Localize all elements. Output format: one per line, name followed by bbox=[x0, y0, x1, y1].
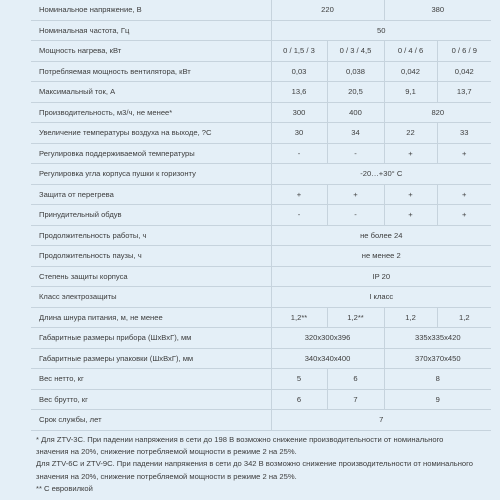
spec-value: - bbox=[327, 143, 384, 164]
spec-label: Увеличение температуры воздуха на выходе, ?С bbox=[31, 123, 271, 144]
spec-label: Защита от перегрева bbox=[31, 184, 271, 205]
spec-label: Габаритные размеры упаковки (ШхВхГ), мм bbox=[31, 348, 271, 369]
table-row bbox=[31, 20, 491, 41]
spec-value: 0 / 1,5 / 3 bbox=[271, 41, 327, 62]
spec-value: 1,2 bbox=[437, 307, 491, 328]
spec-label: Максимальный ток, А bbox=[31, 82, 271, 103]
table-row bbox=[31, 410, 491, 431]
spec-label: Длина шнура питания, м, не менее bbox=[31, 307, 271, 328]
spec-value: 320х300х396 bbox=[271, 328, 384, 349]
spec-value: 8 bbox=[384, 369, 491, 390]
spec-label: Вес брутто, кг bbox=[31, 389, 271, 410]
spec-value: 1,2** bbox=[327, 307, 384, 328]
spec-value: 400 bbox=[327, 102, 384, 123]
spec-label: Производительность, м3/ч, не менее* bbox=[31, 102, 271, 123]
spec-value: + bbox=[327, 184, 384, 205]
spec-value: 300 bbox=[271, 102, 327, 123]
footnote-line: * Для ZTV-3С. При падении напряжения в сети до 198 В возможно снижение производительности от номинального bbox=[36, 435, 444, 444]
spec-value: 9 bbox=[384, 389, 491, 410]
spec-value: 0,038 bbox=[327, 61, 384, 82]
table-row bbox=[31, 369, 491, 390]
table-row bbox=[31, 205, 491, 226]
table-row bbox=[31, 102, 491, 123]
spec-label: Номинальное напряжение, В bbox=[31, 0, 271, 20]
spec-label: Степень защиты корпуса bbox=[31, 266, 271, 287]
specifications-table-body bbox=[31, 0, 491, 430]
spec-label: Габаритные размеры прибора (ШхВхГ), мм bbox=[31, 328, 271, 349]
spec-value: 1,2** bbox=[271, 307, 327, 328]
spec-value: 33 bbox=[437, 123, 491, 144]
spec-value: не менее 2 bbox=[271, 246, 491, 267]
spec-value: 7 bbox=[327, 389, 384, 410]
spec-value: 0 / 3 / 4,5 bbox=[327, 41, 384, 62]
spec-value: 5 bbox=[271, 369, 327, 390]
spec-label: Продолжительность паузы, ч bbox=[31, 246, 271, 267]
spec-value: 20,5 bbox=[327, 82, 384, 103]
table-row bbox=[31, 307, 491, 328]
table-row bbox=[31, 328, 491, 349]
spec-value: + bbox=[384, 184, 437, 205]
spec-label: Мощность нагрева, кВт bbox=[31, 41, 271, 62]
specifications-table bbox=[31, 0, 491, 431]
spec-value: 22 bbox=[384, 123, 437, 144]
spec-value: 0 / 6 / 9 bbox=[437, 41, 491, 62]
spec-value: 380 bbox=[384, 0, 491, 20]
spec-value: 30 bbox=[271, 123, 327, 144]
table-row bbox=[31, 184, 491, 205]
spec-label: Срок службы, лет bbox=[31, 410, 271, 431]
table-row bbox=[31, 143, 491, 164]
spec-value: - bbox=[271, 143, 327, 164]
spec-value: + bbox=[437, 184, 491, 205]
table-row bbox=[31, 41, 491, 62]
spec-label: Принудительный обдув bbox=[31, 205, 271, 226]
spec-value: 0,042 bbox=[437, 61, 491, 82]
spec-value: -20…+30° С bbox=[271, 164, 491, 185]
spec-label: Номинальная частота, Гц bbox=[31, 20, 271, 41]
table-row bbox=[31, 389, 491, 410]
table-row bbox=[31, 164, 491, 185]
table-row bbox=[31, 0, 491, 20]
spec-value: + bbox=[437, 205, 491, 226]
spec-value: 820 bbox=[384, 102, 491, 123]
spec-value: 1,2 bbox=[384, 307, 437, 328]
spec-value: 0 / 4 / 6 bbox=[384, 41, 437, 62]
spec-value: 220 bbox=[271, 0, 384, 20]
table-row bbox=[31, 348, 491, 369]
spec-value: 7 bbox=[271, 410, 491, 431]
footnote-line: значения на 20%, снижение потребляемой мощности в режиме 2 на 25%. bbox=[36, 447, 297, 457]
spec-value: не более 24 bbox=[271, 225, 491, 246]
spec-value: + bbox=[384, 205, 437, 226]
spec-value: 50 bbox=[271, 20, 491, 41]
spec-label: Потребляемая мощность вентилятора, кВт bbox=[31, 61, 271, 82]
table-row bbox=[31, 82, 491, 103]
spec-value: 13,6 bbox=[271, 82, 327, 103]
spec-label: Регулировка поддерживаемой температуры bbox=[31, 143, 271, 164]
table-row bbox=[31, 61, 491, 82]
spec-value: 6 bbox=[271, 389, 327, 410]
spec-value: 370х370х450 bbox=[384, 348, 491, 369]
spec-value: 0,042 bbox=[384, 61, 437, 82]
footnotes bbox=[36, 434, 491, 495]
spec-label: Вес нетто, кг bbox=[31, 369, 271, 390]
spec-value: - bbox=[327, 205, 384, 226]
spec-value: 6 bbox=[327, 369, 384, 390]
spec-value: IP 20 bbox=[271, 266, 491, 287]
spec-value: 9,1 bbox=[384, 82, 437, 103]
table-row bbox=[31, 266, 491, 287]
footnote-line: Для ZTV-6С и ZTV-9С. При падении напряжения в сети до 342 В возможно снижение производительности от номинального bbox=[36, 459, 473, 469]
spec-label: Регулировка угла корпуса пушки к горизонту bbox=[31, 164, 271, 185]
spec-label: Продолжительность работы, ч bbox=[31, 225, 271, 246]
spec-value: I класс bbox=[271, 287, 491, 308]
footnote-line: ** С евровилкой bbox=[36, 483, 93, 493]
spec-value: + bbox=[271, 184, 327, 205]
spec-value: 340х340х400 bbox=[271, 348, 384, 369]
table-row bbox=[31, 246, 491, 267]
spec-value: + bbox=[437, 143, 491, 164]
spec-value: + bbox=[384, 143, 437, 164]
table-row bbox=[31, 225, 491, 246]
spec-value: - bbox=[271, 205, 327, 226]
spec-value: 335х335х420 bbox=[384, 328, 491, 349]
footnote-line: значения на 20%, снижение потребляемой мощности в режиме 2 на 25%. bbox=[36, 471, 297, 481]
spec-label: Класс электрозащиты bbox=[31, 287, 271, 308]
table-row bbox=[31, 123, 491, 144]
spec-value: 13,7 bbox=[437, 82, 491, 103]
table-row bbox=[31, 287, 491, 308]
spec-value: 34 bbox=[327, 123, 384, 144]
spec-value: 0,03 bbox=[271, 61, 327, 82]
